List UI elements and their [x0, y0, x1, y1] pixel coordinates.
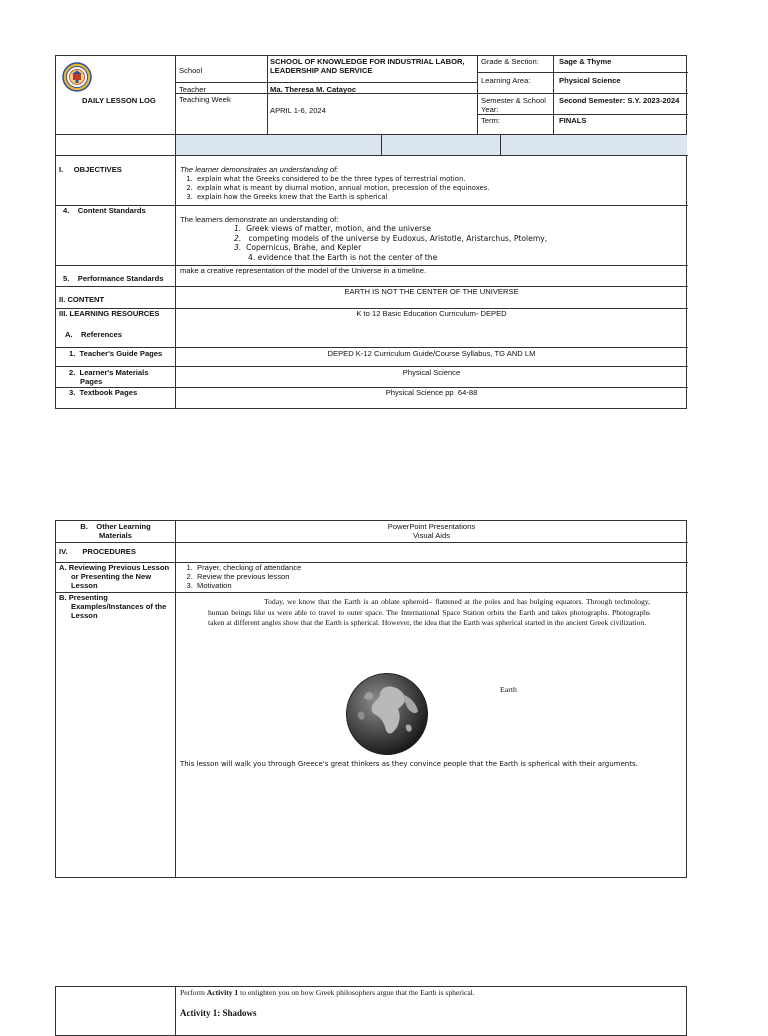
resources-value: K to 12 Basic Education Curriculum- DEPED: [356, 309, 507, 318]
semester-value: Second Semester: S.Y. 2023-2024: [559, 96, 680, 105]
objective-item: 3. explain how the Greeks knew that the Earth is spherical: [195, 193, 680, 202]
reviewing-list: [180, 563, 580, 590]
procedures-table: [55, 520, 687, 878]
other-materials-value: PowerPoint Presentations Visual Aids: [387, 522, 476, 540]
performance-text: make a creative representation of the model of the Universe in a timeline.: [180, 266, 427, 275]
objectives-intro: The learner demonstrates an understanding of:: [180, 165, 339, 174]
standard-num: 3.: [234, 243, 242, 252]
review-item: 3. Motivation: [195, 581, 580, 590]
presenting-paragraph: Today, we know that the Earth is an oblate spheroid– flattened at the poles and has bulging equators. Through technology, human beings like us were able to travel to outer space. The International Space Station orbits the Earth and takes photographs. Photographs taken at different angles show that the Earth is spherical. However, the idea that the Earth was spherical started in the ancient Greek civilization.: [208, 597, 650, 628]
school-seal-logo: [62, 62, 92, 97]
earth-globe-icon: [346, 673, 428, 755]
term-label: Term:: [481, 116, 500, 125]
objectives-label: I. OBJECTIVES: [59, 165, 122, 174]
header-table: [55, 55, 687, 135]
week-value: APRIL 1-6, 2024: [270, 106, 326, 115]
review-item: 1. Prayer, checking of attendance: [195, 563, 580, 572]
objective-item: 1. explain what the Greeks considered to be the three types of terrestrial motion.: [195, 175, 680, 184]
school-label: School: [179, 66, 203, 75]
content-value: EARTH IS NOT THE CENTER OF THE UNIVERSE: [344, 287, 519, 296]
reviewing-label: A. Reviewing Previous Lesson or Presenting the New Lesson: [59, 563, 170, 590]
other-materials-label: B. Other Learning Materials: [80, 522, 151, 540]
standard-num: 4.: [248, 252, 256, 262]
procedures-label: IV. PROCEDURES: [59, 547, 136, 556]
teacher-guide-label: 1. Teacher's Guide Pages: [69, 349, 163, 358]
content-label: II. CONTENT: [59, 295, 105, 304]
textbook-label: 3. Textbook Pages: [69, 388, 138, 397]
area-label: Learning Area:: [481, 76, 531, 85]
content-standards-list: [180, 224, 680, 262]
textbook-value: Physical Science pp 64-88: [385, 388, 478, 397]
activity-title: Activity 1: Shadows: [180, 1008, 257, 1018]
standard-item: evidence that the Earth is not the center of the: [257, 252, 438, 262]
presenting-closing: This lesson will walk you through Greece's great thinkers as they convince people that the Earth is spherical with their arguments.: [180, 760, 638, 768]
teacher-guide-value: DEPED K-12 Curriculum Guide/Course Syllabus, TG AND LM: [327, 349, 536, 358]
teacher-value: Ma. Theresa M. Catayoc: [270, 85, 357, 94]
week-label: Teaching Week: [179, 95, 231, 104]
activity-intro: Perform Activity 1 to enlighten you on how Greek philosophers argue that the Earth is spherical.: [180, 988, 475, 997]
objectives-table: [55, 134, 687, 409]
presenting-label: B. Presenting Examples/Instances of the Lesson: [59, 593, 167, 620]
learner-materials-label: 2. Learner's Materials Pages: [69, 368, 149, 386]
references-label: A. References: [65, 330, 122, 339]
shaded-band: [176, 135, 687, 155]
standard-num: 2.: [234, 233, 242, 243]
objectives-list: [180, 175, 680, 202]
objective-item: 2. explain what is meant by diurnal motion, annual motion, precession of the equinoxes.: [195, 184, 680, 193]
semester-label: Semester & School Year:: [481, 96, 546, 114]
standard-num: 1.: [234, 224, 242, 233]
standard-item: Copernicus, Brahe, and Kepler: [246, 243, 362, 252]
term-value: FINALS: [559, 116, 587, 125]
resources-label: III. LEARNING RESOURCES: [59, 309, 160, 318]
review-item: 2. Review the previous lesson: [195, 572, 580, 581]
page-title: DAILY LESSON LOG: [82, 96, 156, 105]
standard-item: Greek views of matter, motion, and the universe: [246, 224, 431, 233]
grade-label: Grade & Section:: [481, 57, 539, 66]
content-standards-label: 4. Content Standards: [63, 206, 146, 215]
area-value: Physical Science: [559, 76, 621, 85]
school-value: SCHOOL OF KNOWLEDGE FOR INDUSTRIAL LABOR, LEADERSHIP AND SERVICE: [270, 57, 465, 75]
content-standards-intro: The learners demonstrate an understanding of:: [180, 215, 339, 224]
standard-item: competing models of the universe by Eudoxus, Aristotle, Aristarchus, Ptolemy,: [248, 233, 548, 243]
learner-materials-value: Physical Science: [402, 368, 461, 377]
earth-caption: Earth: [500, 685, 517, 694]
teacher-label: Teacher: [179, 85, 207, 94]
grade-value: Sage & Thyme: [559, 57, 612, 66]
activity-table: [55, 986, 687, 1036]
performance-label: 5. Performance Standards: [63, 274, 164, 283]
